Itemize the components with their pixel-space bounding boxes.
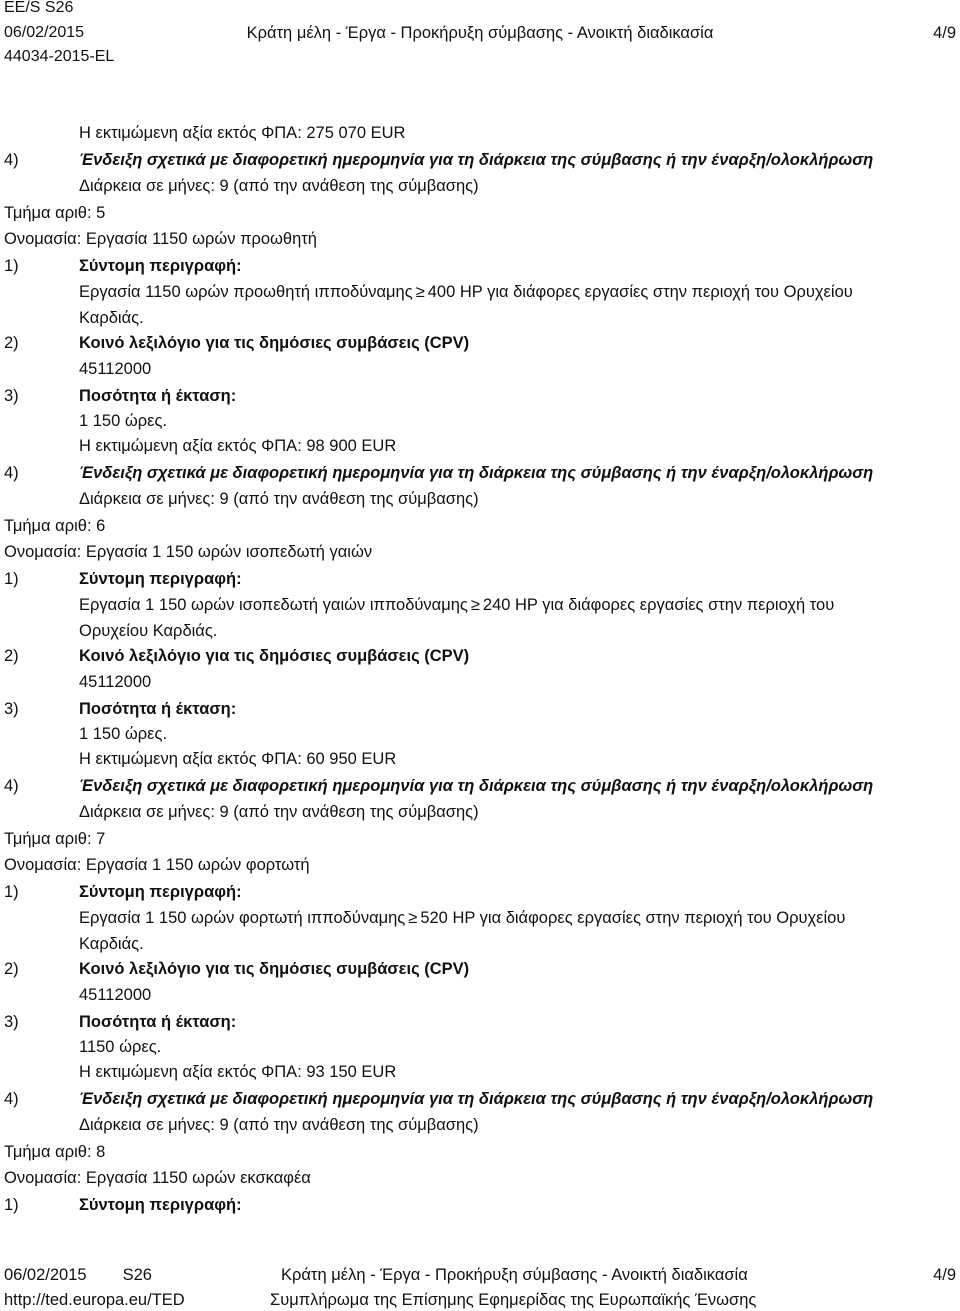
greater-equal-symbol: ≥ bbox=[408, 909, 418, 927]
item-heading: Ένδειξη σχετικά με διαφορετική ημερομηνία για τη διάρκεια της σύμβασης ή την έναρξη/ολοκλήρωση bbox=[79, 150, 874, 169]
item-number: 1) bbox=[4, 569, 19, 588]
header-series: EE/S S26 bbox=[4, 0, 74, 16]
lot-description: Εργασία 1 150 ωρών ισοπεδωτή γαιών ιπποδύναμης ≥ 240 HP για διάφορες εργασίες στην περιοχή του bbox=[79, 592, 834, 619]
lot-description-cont: Ορυχείου Καρδιάς. bbox=[79, 621, 218, 640]
footer-title: Κράτη μέλη - Έργα - Προκήρυξη σύμβασης - Ανοικτή διαδικασία bbox=[281, 1266, 748, 1284]
estimated-value: Η εκτιμώμενη αξία εκτός ΦΠΑ: 60 950 EUR bbox=[79, 750, 397, 768]
lot-name: Ονομασία: Εργασία 1 150 ωρών ισοπεδωτή γαιών bbox=[4, 543, 373, 561]
item-heading: Κοινό λεξιλόγιο για τις δημόσιες συμβάσεις (CPV) bbox=[79, 333, 470, 352]
duration: Διάρκεια σε μήνες: 9 (από την ανάθεση της σύμβασης) bbox=[79, 1116, 479, 1134]
lot-description-cont: Καρδιάς. bbox=[79, 308, 144, 327]
item-number: 4) bbox=[4, 1089, 19, 1108]
item-heading: Ποσότητα ή έκταση: bbox=[79, 699, 237, 718]
page-footer bbox=[4, 1262, 956, 1311]
header-title: Κράτη μέλη - Έργα - Προκήρυξη σύμβασης - Ανοικτή διαδικασία bbox=[246, 24, 714, 42]
lot-description-cont: Καρδιάς. bbox=[79, 934, 144, 953]
duration: Διάρκεια σε μήνες: 9 (από την ανάθεση της σύμβασης) bbox=[79, 490, 479, 508]
item-number: 4) bbox=[4, 463, 19, 482]
greater-equal-symbol: ≥ bbox=[470, 596, 480, 614]
footer-subtitle: Συμπλήρωμα της Επίσημης Εφημερίδας της Ευρωπαϊκής Ένωσης bbox=[270, 1291, 757, 1309]
footer-page-number: 4/9 bbox=[933, 1266, 956, 1284]
header-page-number: 4/9 bbox=[933, 24, 956, 42]
footer-url[interactable]: http://ted.europa.eu/TED bbox=[4, 1291, 185, 1309]
lot-section bbox=[0, 826, 960, 1139]
header-doc-id: 44034-2015-EL bbox=[4, 48, 115, 65]
lot-name: Ονομασία: Εργασία 1150 ωρών προωθητή bbox=[4, 230, 317, 248]
quantity: 1 150 ώρες. bbox=[79, 412, 168, 430]
item-number: 2) bbox=[4, 646, 19, 665]
notice-body bbox=[0, 120, 960, 1218]
item-heading: Κοινό λεξιλόγιο για τις δημόσιες συμβάσεις (CPV) bbox=[79, 646, 470, 665]
footer-series: S26 bbox=[122, 1266, 152, 1284]
cpv-code: 45112000 bbox=[79, 673, 152, 691]
item-number: 2) bbox=[4, 333, 19, 352]
lot-number: Τμήμα αριθ: 8 bbox=[4, 1142, 106, 1161]
lot-description: Εργασία 1 150 ωρών φορτωτή ιπποδύναμης ≥ 520 HP για διάφορες εργασίες στην περιοχή του Ορυχείου bbox=[79, 905, 845, 932]
footer-date: 06/02/2015 bbox=[4, 1266, 87, 1284]
item-number: 4) bbox=[4, 150, 19, 169]
item-heading: Σύντομη περιγραφή: bbox=[79, 569, 242, 588]
item-heading: Σύντομη περιγραφή: bbox=[79, 256, 242, 275]
lot-number: Τμήμα αριθ: 7 bbox=[4, 829, 106, 848]
lot-number: Τμήμα αριθ: 6 bbox=[4, 516, 106, 535]
estimated-value: Η εκτιμώμενη αξία εκτός ΦΠΑ: 93 150 EUR bbox=[79, 1063, 397, 1081]
page-header bbox=[4, 0, 956, 70]
item-heading: Ένδειξη σχετικά με διαφορετική ημερομηνία για τη διάρκεια της σύμβασης ή την έναρξη/ολοκλήρωση bbox=[79, 1089, 874, 1108]
item-heading: Ένδειξη σχετικά με διαφορετική ημερομηνία για τη διάρκεια της σύμβασης ή την έναρξη/ολοκλήρωση bbox=[79, 776, 874, 795]
lot-description: Εργασία 1150 ωρών προωθητή ιπποδύναμης ≥ 400 HP για διάφορες εργασίες στην περιοχή του Ορυχείου bbox=[79, 279, 853, 306]
item-heading: Σύντομη περιγραφή: bbox=[79, 1195, 242, 1214]
item-number: 3) bbox=[4, 1012, 19, 1031]
lot-section bbox=[0, 200, 960, 513]
item-number: 1) bbox=[4, 256, 19, 275]
item-number: 4) bbox=[4, 776, 19, 795]
greater-equal-symbol: ≥ bbox=[415, 283, 425, 301]
lot-name: Ονομασία: Εργασία 1150 ωρών εκσκαφέα bbox=[4, 1169, 311, 1187]
item-number: 2) bbox=[4, 959, 19, 978]
item-heading: Κοινό λεξιλόγιο για τις δημόσιες συμβάσεις (CPV) bbox=[79, 959, 470, 978]
item-number: 3) bbox=[4, 699, 19, 718]
cpv-code: 45112000 bbox=[79, 986, 152, 1004]
item-number: 1) bbox=[4, 1195, 19, 1214]
lot-number: Τμήμα αριθ: 5 bbox=[4, 203, 106, 222]
duration: Διάρκεια σε μήνες: 9 (από την ανάθεση της σύμβασης) bbox=[79, 803, 479, 821]
estimated-value: Η εκτιμώμενη αξία εκτός ΦΠΑ: 275 070 EUR bbox=[79, 124, 406, 142]
item-heading: Σύντομη περιγραφή: bbox=[79, 882, 242, 901]
cpv-code: 45112000 bbox=[79, 360, 152, 378]
item-number: 3) bbox=[4, 386, 19, 405]
item-heading: Ποσότητα ή έκταση: bbox=[79, 386, 237, 405]
estimated-value: Η εκτιμώμενη αξία εκτός ΦΠΑ: 98 900 EUR bbox=[79, 437, 397, 455]
quantity: 1150 ώρες. bbox=[79, 1038, 162, 1056]
item-heading: Ποσότητα ή έκταση: bbox=[79, 1012, 237, 1031]
duration: Διάρκεια σε μήνες: 9 (από την ανάθεση της σύμβασης) bbox=[79, 177, 479, 195]
lot-section bbox=[0, 513, 960, 826]
item-number: 1) bbox=[4, 882, 19, 901]
item-heading: Ένδειξη σχετικά με διαφορετική ημερομηνία για τη διάρκεια της σύμβασης ή την έναρξη/ολοκλήρωση bbox=[79, 463, 874, 482]
lots-list bbox=[0, 200, 960, 1139]
header-date: 06/02/2015 bbox=[4, 24, 85, 41]
lot-name: Ονομασία: Εργασία 1 150 ωρών φορτωτή bbox=[4, 856, 310, 874]
quantity: 1 150 ώρες. bbox=[79, 725, 168, 743]
